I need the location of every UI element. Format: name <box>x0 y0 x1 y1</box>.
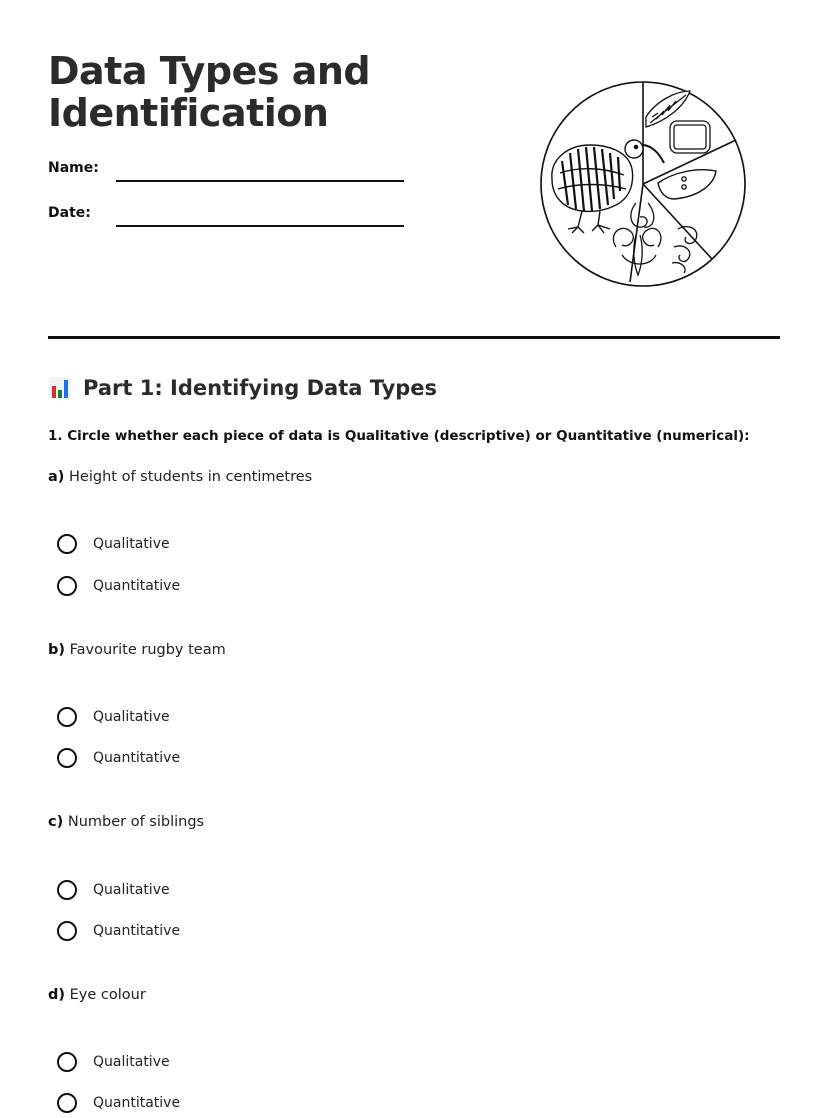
question-b <box>48 642 226 658</box>
question-b-text: Favourite rugby team <box>69 642 226 658</box>
option-label: Quantitative <box>93 923 181 939</box>
question-1-instruction: 1. Circle whether each piece of data is Qualitative (descriptive) or Quantitative (numerical): <box>48 428 750 444</box>
radio-button[interactable] <box>57 707 77 727</box>
name-label: Name: <box>48 160 99 176</box>
question-c <box>48 814 204 830</box>
question-c-text: Number of siblings <box>67 814 205 830</box>
question-a-letter: a) <box>48 469 65 485</box>
option-label: Qualitative <box>93 536 170 552</box>
option-label: Qualitative <box>93 709 170 725</box>
bar-chart-icon <box>48 376 72 400</box>
question-b-letter: b) <box>48 642 66 658</box>
waka-hull <box>658 170 716 199</box>
option-label: Qualitative <box>93 882 170 898</box>
name-line[interactable] <box>116 180 404 182</box>
radio-button[interactable] <box>57 1093 77 1113</box>
option-label: Quantitative <box>93 750 181 766</box>
question-a-option-qualitative[interactable] <box>57 531 170 557</box>
question-d-option-quantitative[interactable] <box>57 1090 180 1116</box>
radio-button[interactable] <box>57 1052 77 1072</box>
option-label: Quantitative <box>93 578 181 594</box>
question-d-letter: d) <box>48 987 66 1003</box>
option-label: Qualitative <box>93 1054 170 1070</box>
radio-button[interactable] <box>57 534 77 554</box>
kiwi-maori-pattern-emblem-icon <box>538 79 748 289</box>
radio-button[interactable] <box>57 748 77 768</box>
option-label: Quantitative <box>93 1095 181 1111</box>
question-a <box>48 469 312 485</box>
radio-button[interactable] <box>57 576 77 596</box>
question-d-text: Eye colour <box>69 987 146 1003</box>
part1-heading <box>48 374 437 402</box>
koru-pattern <box>613 203 696 275</box>
question-c-letter: c) <box>48 814 64 830</box>
section-divider <box>48 336 780 339</box>
question-a-text: Height of students in centimetres <box>69 469 313 485</box>
part1-heading-text: Part 1: Identifying Data Types <box>83 376 438 400</box>
question-a-option-quantitative[interactable] <box>57 573 180 599</box>
date-field <box>48 205 408 229</box>
question-b-option-quantitative[interactable] <box>57 745 180 771</box>
date-line[interactable] <box>116 225 404 227</box>
question-b-option-qualitative[interactable] <box>57 704 170 730</box>
worksheet-title: Data Types and Identification <box>48 49 371 135</box>
radio-button[interactable] <box>57 921 77 941</box>
question-d <box>48 987 146 1003</box>
question-c-option-qualitative[interactable] <box>57 877 170 903</box>
radio-button[interactable] <box>57 880 77 900</box>
question-d-option-qualitative[interactable] <box>57 1049 170 1075</box>
question-c-option-quantitative[interactable] <box>57 918 180 944</box>
name-field <box>48 160 408 184</box>
date-label: Date: <box>48 205 91 221</box>
